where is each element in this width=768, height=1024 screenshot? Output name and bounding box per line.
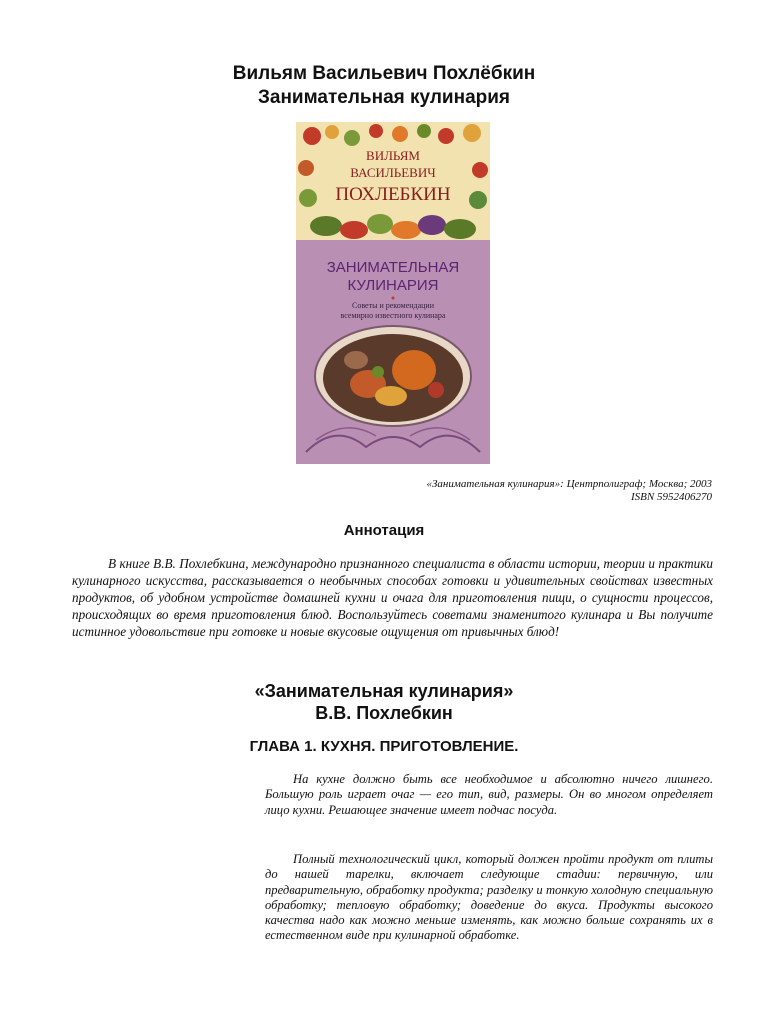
publication-details: «Занимательная кулинария»: Центрполиграф; Москва; 2003 (426, 478, 712, 490)
cover-author-line1: ВИЛЬЯМ (366, 148, 420, 163)
chapter-paragraph: Полный технологический цикл, который должен пройти продукт от плиты до нашей тарелки, включает следующие стадии: первичную, или предварительную, обработку продукта; разделку и тонкую холодную специальную обработку; тепловую обработку; доведение до вкуса. Продукты высокого качества надо как можно меньше изменять, как можно больше сохранять их в естественном виде при кулинарной обработке. (265, 852, 713, 943)
publication-info (426, 478, 712, 504)
book-heading-author: В.В. Похлебкин (315, 703, 453, 723)
cover-author-line3: ПОХЛЕБКИН (335, 184, 451, 205)
book-title: Занимательная кулинария (257, 87, 511, 108)
book-heading (0, 680, 768, 724)
cover-subtitle-line2: всемирно известного кулинара (340, 311, 446, 320)
chapter-heading: ГЛАВА 1. КУХНЯ. ПРИГОТОВЛЕНИЕ. (249, 738, 519, 755)
chapter-paragraph: На кухне должно быть все необходимое и абсолютно ничего лишнего. Большую роль играет очаг — его тип, вид, размеры. Он во многом определяет лицо кухни. Решающее значение имеет подчас посуда. (265, 772, 713, 817)
book-cover-image (296, 122, 490, 464)
document-title (0, 62, 768, 110)
annotation-text: В книге В.В. Похлебкина, международно признанного специалиста в области истории, теории и практики кулинарного искусства, рассказывается о необычных способах готовки и удивительных свойствах известных продуктов, об удобном устройстве домашней кухни и очага для приготовления пищи, о сущности процессов, происходящих во время приготовления блюд. Воспользуйтесь советами знаменитого кулинара и Вы получите истинное удовольствие при готовке и новые вкусовые ощущения от привычных блюд! (72, 556, 713, 639)
cover-subtitle-line1: Советы и рекомендации (351, 301, 435, 310)
cover-title-line2: КУЛИНАРИЯ (347, 277, 439, 294)
isbn: ISBN 5952406270 (631, 491, 712, 503)
annotation-heading: Аннотация (343, 522, 425, 539)
author-name: Вильям Васильевич Похлёбкин (232, 63, 536, 84)
book-heading-title: «Занимательная кулинария» (254, 681, 514, 701)
cover-author-line2: ВАСИЛЬЕВИЧ (350, 165, 436, 180)
cover-title-line1: ЗАНИМАТЕЛЬНАЯ (326, 259, 460, 276)
food-still-life-illustration (315, 326, 471, 426)
